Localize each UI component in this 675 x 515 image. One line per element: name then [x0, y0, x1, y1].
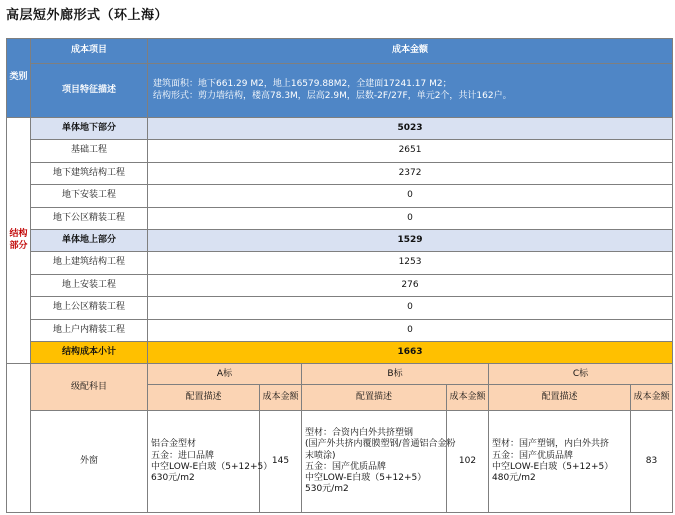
grade-b-config-header: 配置描述 — [302, 385, 447, 411]
cost-item-name: 地上公区精装工程 — [31, 297, 148, 319]
grades-category-cell — [7, 364, 31, 513]
cost-item-value: 5023 — [148, 118, 673, 140]
grade-c-amount-header: 成本金额 — [631, 385, 673, 411]
category-header: 类别 — [7, 39, 31, 118]
config-line: 中空LOW-E白玻（5+12+5） — [492, 461, 614, 472]
cost-amount-header: 成本金额 — [148, 39, 673, 64]
table-row — [7, 297, 673, 319]
grade-c-header: C标 — [489, 364, 673, 385]
config-line: 480元/m2 — [492, 473, 536, 484]
grade-a-config-header: 配置描述 — [148, 385, 260, 411]
cost-item-name: 地下安装工程 — [31, 185, 148, 207]
cost-item-name: 单体地上部分 — [31, 229, 148, 251]
feature-description — [148, 64, 673, 118]
config-line: 中空LOW-E白玻（5+12+5） — [305, 473, 427, 484]
config-line: 末喷涂) — [305, 450, 336, 461]
cost-item-name: 地上户内精装工程 — [31, 319, 148, 341]
cost-item-header: 成本项目 — [31, 39, 148, 64]
config-line: (国产外共挤内覆膜塑钢/普通铝合金粉 — [305, 439, 456, 450]
window-b-config — [302, 411, 456, 513]
cost-item-name: 地上建筑结构工程 — [31, 252, 148, 274]
structure-subtotal-label: 结构成本小计 — [31, 341, 148, 363]
cost-item-name: 基础工程 — [31, 140, 148, 162]
config-line: 530元/m2 — [305, 484, 349, 495]
feature-header: 项目特征描述 — [31, 64, 148, 118]
grade-b-amount-header: 成本金额 — [447, 385, 489, 411]
structure-section — [7, 118, 673, 364]
config-line: 五金：国产优质品牌 — [305, 461, 387, 472]
window-c-amount: 83 — [631, 411, 673, 513]
cost-item-value: 2651 — [148, 140, 673, 162]
cost-item-value: 0 — [148, 207, 673, 229]
feature-line-2: 结构形式：剪力墙结构，楼高78.3M，层高2.9M，层数-2F/27F，单元2个，共计162户。 — [153, 90, 512, 101]
structure-subtotal-value: 1663 — [148, 341, 673, 363]
page-title: 高层短外廊形式（环上海） — [6, 8, 169, 23]
grade-b-header: B标 — [302, 364, 489, 385]
feature-line-1: 建筑面积：地下661.29 M2，地上16579.88M2，全建面17241.17 M2； — [153, 79, 452, 90]
window-b-amount: 102 — [447, 411, 489, 513]
cost-item-value: 0 — [148, 319, 673, 341]
config-line: 型材：合资内白外共挤塑钢 — [305, 428, 414, 439]
config-line: 铝合金型材 — [151, 439, 197, 450]
table-row — [7, 274, 673, 296]
structure-category-label: 结构 部分 — [7, 118, 31, 364]
table-row — [7, 140, 673, 162]
cost-item-value: 1253 — [148, 252, 673, 274]
table-row — [7, 252, 673, 274]
cost-item-value: 276 — [148, 274, 673, 296]
subtotal-row — [7, 118, 673, 140]
window-a-amount: 145 — [260, 411, 302, 513]
cost-item-value: 1529 — [148, 229, 673, 251]
subtotal-row — [7, 229, 673, 251]
cost-table — [6, 38, 673, 513]
cost-item-name: 地下公区精装工程 — [31, 207, 148, 229]
window-c-config — [489, 411, 631, 513]
config-line: 五金：国产优质品牌 — [492, 450, 574, 461]
table-row — [7, 185, 673, 207]
table-row — [7, 162, 673, 184]
structure-total-row — [7, 341, 673, 363]
cost-item-name: 地上安装工程 — [31, 274, 148, 296]
grade-c-config-header: 配置描述 — [489, 385, 631, 411]
config-line: 中空LOW-E白玻（5+12+5） — [151, 461, 273, 472]
cost-item-value: 0 — [148, 185, 673, 207]
cost-item-value: 2372 — [148, 162, 673, 184]
grade-subject-header: 级配科目 — [31, 364, 148, 411]
table-row — [7, 207, 673, 229]
table-row — [7, 319, 673, 341]
config-line: 630元/m2 — [151, 473, 195, 484]
config-line: 五金：进口品牌 — [151, 450, 215, 461]
grade-a-header: A标 — [148, 364, 302, 385]
window-item-name: 外窗 — [31, 411, 148, 513]
grade-a-amount-header: 成本金额 — [260, 385, 302, 411]
cost-item-name: 地下建筑结构工程 — [31, 162, 148, 184]
cost-item-name: 单体地下部分 — [31, 118, 148, 140]
window-a-config — [148, 411, 273, 513]
cost-item-value: 0 — [148, 297, 673, 319]
config-line: 型材：国产塑钢，内白外共挤 — [492, 439, 610, 450]
